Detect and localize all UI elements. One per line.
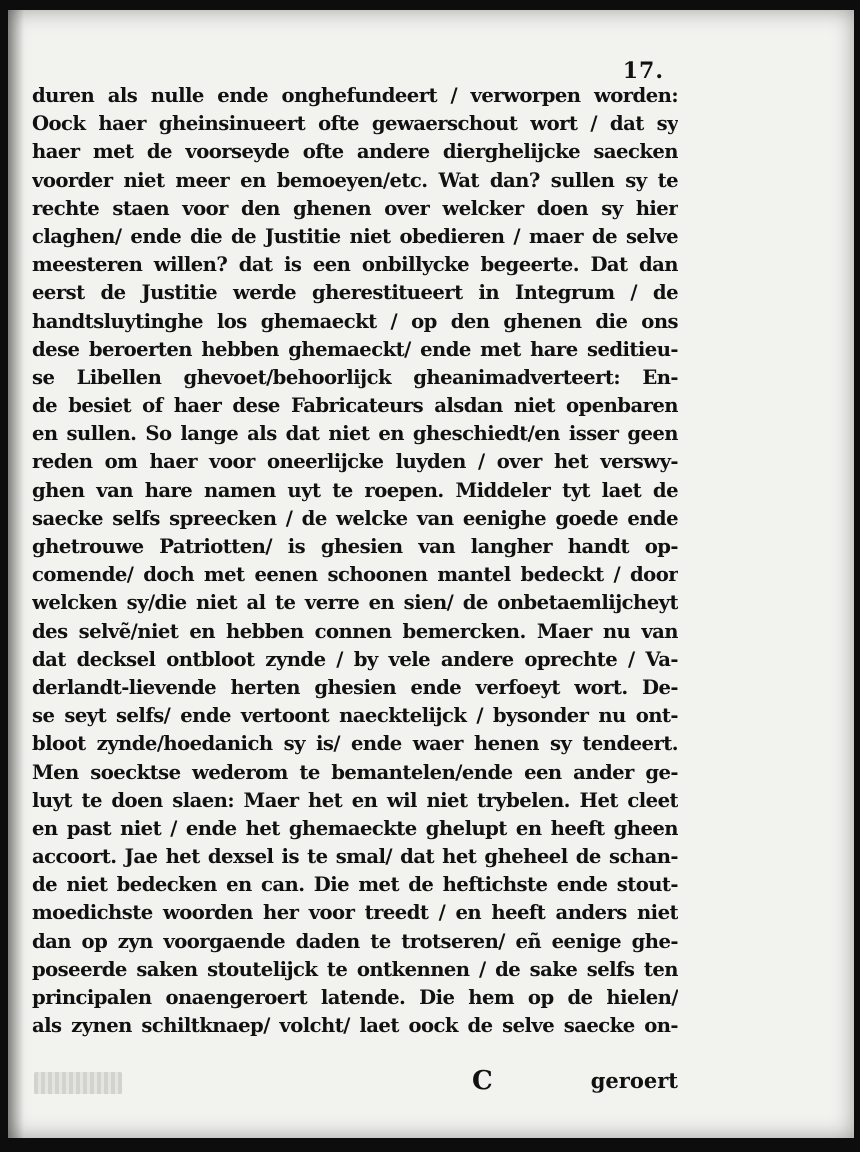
text-line: Oock haer gheinsinueert ofte gewaerschout wort / dat sy xyxy=(32,112,678,136)
text-line: eerst de Justitie werde gherestitueert in Integrum / de xyxy=(32,281,678,305)
page-gutter-shadow xyxy=(8,10,24,1138)
text-line: claghen/ ende die de Justitie niet obedieren / maer de selve xyxy=(32,224,678,248)
catchword: geroert xyxy=(590,1068,678,1093)
text-line: de niet bedecken en can. Die met de heftichste ende stout- xyxy=(32,873,678,897)
text-line: meesteren willen? dat is een onbillycke begeerte. Dat dan xyxy=(32,253,678,277)
text-line: haer met de voorseyde ofte andere dierghelijcke saecken xyxy=(32,140,678,164)
body-text xyxy=(32,82,678,1040)
text-line: voorder niet meer en bemoeyen/etc. Wat dan? sullen sy te xyxy=(32,168,678,192)
text-line: poseerde saken stoutelijck te ontkennen / de sake selfs ten xyxy=(32,957,678,981)
text-line: rechte staen voor den ghenen over welcker doen sy hier xyxy=(32,196,678,220)
text-line: moedichste woorden her voor treedt / en heeft anders niet xyxy=(32,901,678,925)
text-line: dan op zyn voorgaende daden te trotseren/ eñ eenige ghe- xyxy=(32,929,678,953)
text-line: en past niet / ende het ghemaeckte ghelupt en heeft gheen xyxy=(32,816,678,840)
text-line: ghetrouwe Patriotten/ is ghesien van langher handt op- xyxy=(32,535,678,558)
book-page xyxy=(8,10,854,1138)
text-line: reden om haer voor oneerlijcke luyden / over het verswy- xyxy=(32,450,678,474)
text-line: bloot zynde/hoedanich sy is/ ende waer henen sy tendeert. xyxy=(32,732,678,756)
text-line: derlandt-lievende herten ghesien ende verfoeyt wort. De- xyxy=(32,675,678,699)
text-line: handtsluytinghe los ghemaeckt / op den ghenen die ons xyxy=(32,309,678,333)
text-line: principalen onaengeroert latende. Die hem op de hielen/ xyxy=(32,986,678,1009)
text-line: saecke selfs spreecken / de welcke van eenighe goede ende xyxy=(32,506,678,530)
text-line: en sullen. So lange als dat niet en gheschiedt/en isser geen xyxy=(32,422,678,446)
text-line: Men soecktse wederom te bemantelen/ende een ander ge- xyxy=(32,760,678,784)
text-line: dat decksel ontbloot zynde / by vele andere oprechte / Va- xyxy=(32,647,678,671)
text-line: ghen van hare namen uyt te roepen. Middeler tyt laet de xyxy=(32,478,678,502)
signature-mark: C xyxy=(472,1066,493,1096)
page-number: 17. xyxy=(622,58,664,84)
text-line: de besiet of haer dese Fabricateurs alsdan niet openbaren xyxy=(32,394,678,418)
text-line: des selvẽ/niet en hebben connen bemercken. Maer nu van xyxy=(32,619,678,643)
text-line: luyt te doen slaen: Maer het en wil niet trybelen. Het cleet xyxy=(32,788,678,812)
text-line: comende/ doch met eenen schoonen mantel bedeckt / door xyxy=(32,563,678,587)
text-line: welcken sy/die niet al te verre en sien/ de onbetaemlijcheyt xyxy=(32,591,678,615)
text-line: se Libellen ghevoet/behoorlijck gheanimadverteert: En- xyxy=(32,365,678,389)
text-line: duren als nulle ende onghefundeert / verworpen worden: xyxy=(32,84,678,107)
text-line: accoort. Jae het dexsel is te smal/ dat het gheheel de schan- xyxy=(32,845,678,869)
text-line: als zynen schiltknaep/ volcht/ laet oock de selve saecke on- xyxy=(32,1014,678,1038)
page-footer xyxy=(32,1064,678,1098)
text-line: dese beroerten hebben ghemaeckt/ ende met hare seditieu- xyxy=(32,337,678,361)
text-line: se seyt selfs/ ende vertoont naecktelijck / bysonder nu ont- xyxy=(32,704,678,728)
